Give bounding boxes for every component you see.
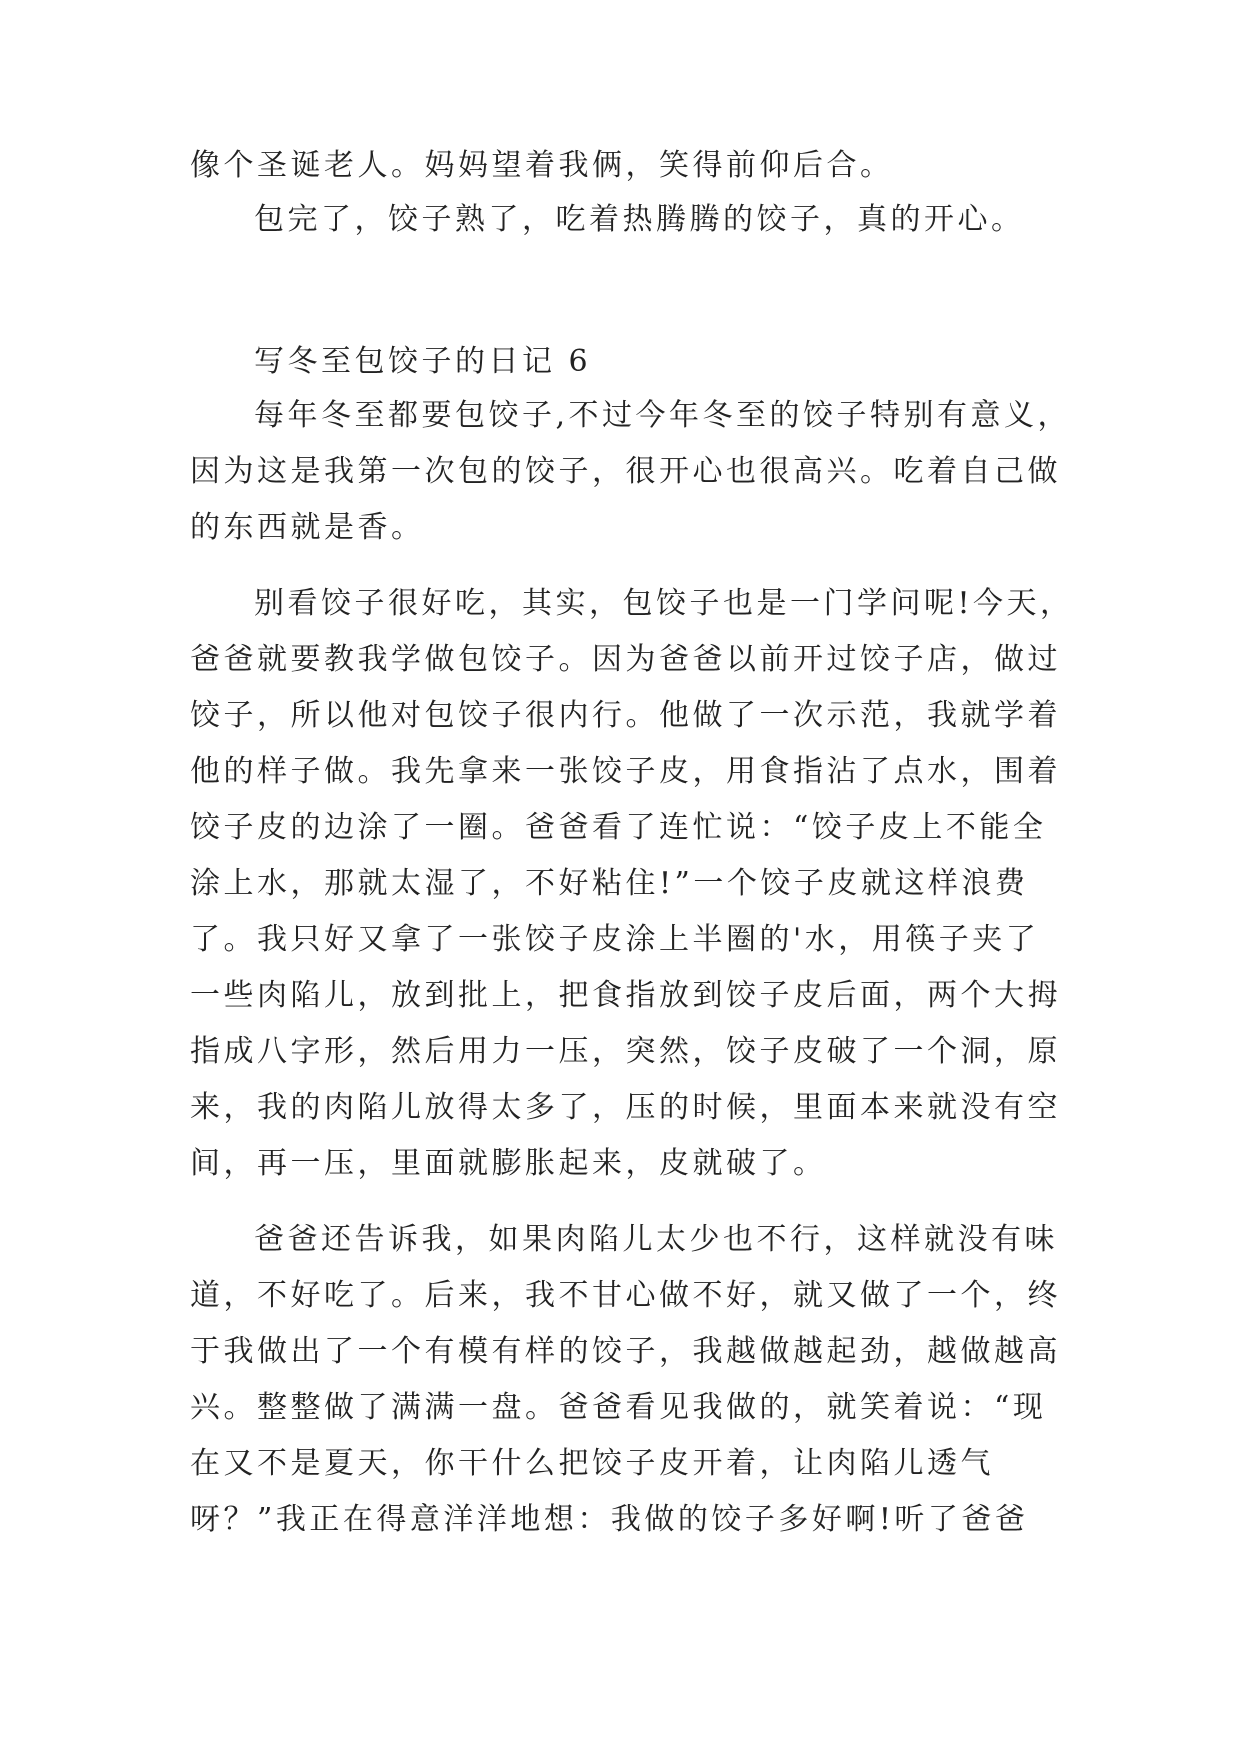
text-line: 了。我只好又拿了一张饺子皮涂上半圈的'水，用筷子夹了 [190,922,1040,957]
section-heading: 写冬至包饺子的日记 6 [254,344,592,379]
text-line: 饺子，所以他对包饺子很内行。他做了一次示范，我就学着 [190,698,1061,733]
text-line: 指成八字形，然后用力一压，突然，饺子皮破了一个洞，原 [190,1034,1061,1069]
text-line: 涂上水，那就太湿了，不好粘住!”一个饺子皮就这样浪费 [190,866,1029,901]
text-line: 爸爸还告诉我，如果肉陷儿太少也不行，这样就没有味 [254,1222,1058,1257]
text-line: 像个圣诞老人。妈妈望着我俩，笑得前仰后合。 [190,148,894,183]
text-line: 包完了，饺子熟了，吃着热腾腾的饺子，真的开心。 [254,202,1025,237]
text-line: 在又不是夏天，你干什么把饺子皮开着，让肉陷儿透气 [190,1446,994,1481]
text-line: 每年冬至都要包饺子,不过今年冬至的饺子特别有意义， [254,398,1072,433]
text-line: 爸爸就要教我学做包饺子。因为爸爸以前开过饺子店，做过 [190,642,1061,677]
text-line: 来，我的肉陷儿放得太多了，压的时候，里面本来就没有空 [190,1090,1061,1125]
text-line: 于我做出了一个有模有样的饺子，我越做越起劲，越做越高 [190,1334,1061,1369]
text-line: 因为这是我第一次包的饺子，很开心也很高兴。吃着自己做 [190,454,1061,489]
text-line: 的东西就是香。 [190,510,425,545]
text-line: 间，再一压，里面就膨胀起来，皮就破了。 [190,1146,827,1181]
text-line: 一些肉陷儿，放到批上，把食指放到饺子皮后面，两个大拇 [190,978,1061,1013]
text-line: 饺子皮的边涂了一圈。爸爸看了连忙说：“饺子皮上不能全 [190,810,1047,845]
text-line: 兴。整整做了满满一盘。爸爸看见我做的，就笑着说：“现 [190,1390,1047,1425]
text-line: 道，不好吃了。后来，我不甘心做不好，就又做了一个，终 [190,1278,1061,1313]
text-line: 别看饺子很好吃，其实，包饺子也是一门学问呢!今天， [254,586,1074,621]
text-line: 呀？”我正在得意洋洋地想：我做的饺子多好啊!听了爸爸 [190,1502,1029,1537]
text-line: 他的样子做。我先拿来一张饺子皮，用食指沾了点水，围着 [190,754,1061,789]
